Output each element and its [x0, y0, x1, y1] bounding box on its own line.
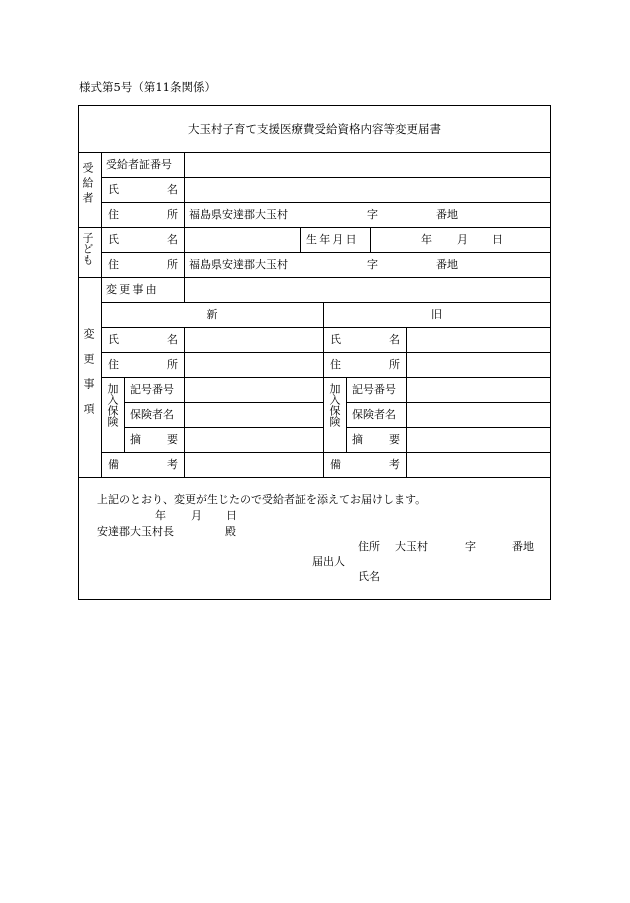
new-summary-field[interactable]	[185, 428, 322, 451]
child-aza-label: 字	[367, 258, 378, 271]
child-banchi-label: 番地	[436, 258, 458, 271]
cert-number-label: 受給者証番号	[106, 158, 172, 171]
old-summary-label: 摘 要	[352, 433, 400, 446]
declaration-month-label: 月	[191, 509, 202, 522]
old-remarks-label: 備 考	[330, 458, 400, 471]
child-name-label: 氏 名	[108, 233, 178, 246]
recipient-name-field[interactable]	[185, 178, 549, 201]
divider	[101, 202, 550, 203]
new-name-field[interactable]	[185, 328, 322, 351]
new-summary-label: 摘 要	[130, 433, 178, 446]
divider	[346, 377, 347, 452]
old-name-field[interactable]	[407, 328, 549, 351]
form-number: 様式第5号（第11条関係）	[79, 80, 216, 94]
change-reason-field[interactable]	[185, 278, 549, 301]
recipient-address-label: 住 所	[108, 208, 178, 221]
child-group-label: 子ども	[81, 232, 94, 265]
child-birth-month-label: 月	[457, 233, 468, 246]
divider	[79, 227, 550, 228]
child-birth-year-label: 年	[421, 233, 432, 246]
recipient-address-prefix: 福島県安達郡大玉村	[189, 208, 288, 221]
recipient-group-label: 受給者	[81, 162, 94, 207]
child-birthdate-label: 生年月日	[306, 233, 359, 246]
old-address-field[interactable]	[407, 353, 549, 376]
notifier-label: 届出人	[312, 555, 345, 568]
old-name-label: 氏 名	[330, 333, 400, 346]
form-title: 大玉村子育て支援医療費受給資格内容等変更届書	[188, 122, 441, 136]
old-symbol-number-label: 記号番号	[352, 383, 396, 396]
new-insurance-label: 加入保険	[106, 383, 119, 427]
notifier-name-label: 氏名	[358, 570, 380, 583]
divider	[370, 227, 371, 252]
recipient-aza-label: 字	[367, 208, 378, 221]
new-insurer-label: 保険者名	[130, 408, 174, 421]
new-address-label: 住 所	[108, 358, 178, 371]
old-address-label: 住 所	[330, 358, 400, 371]
declaration-year-label: 年	[155, 509, 166, 522]
new-symbol-number-label: 記号番号	[130, 383, 174, 396]
cert-number-field[interactable]	[185, 153, 549, 176]
child-name-field[interactable]	[185, 228, 299, 251]
recipient-banchi-label: 番地	[436, 208, 458, 221]
child-address-label: 住 所	[108, 258, 178, 271]
notifier-village: 大玉村	[395, 540, 428, 553]
change-group-label: 変更事項	[82, 328, 95, 428]
divider	[101, 302, 550, 303]
divider	[101, 252, 550, 253]
new-column-header: 新	[206, 308, 218, 321]
recipient-name-label: 氏 名	[108, 183, 178, 196]
declaration-day-label: 日	[226, 509, 237, 522]
new-insurer-field[interactable]	[185, 403, 322, 426]
child-address-prefix: 福島県安達郡大玉村	[189, 258, 288, 271]
old-insurer-field[interactable]	[407, 403, 549, 426]
notifier-banchi-label: 番地	[512, 540, 534, 553]
new-name-label: 氏 名	[108, 333, 178, 346]
new-symbol-number-field[interactable]	[185, 378, 322, 401]
new-remarks-field[interactable]	[185, 453, 322, 476]
addressee: 安達郡大玉村長	[97, 525, 174, 538]
old-insurer-label: 保険者名	[352, 408, 396, 421]
old-symbol-number-field[interactable]	[407, 378, 549, 401]
divider	[323, 302, 324, 477]
new-remarks-label: 備 考	[108, 458, 178, 471]
divider	[79, 477, 550, 478]
notifier-address-label: 住所	[358, 540, 380, 553]
divider	[124, 377, 125, 452]
new-address-field[interactable]	[185, 353, 322, 376]
old-column-header: 旧	[431, 308, 442, 321]
old-summary-field[interactable]	[407, 428, 549, 451]
old-insurance-label: 加入保険	[328, 383, 341, 427]
old-remarks-field[interactable]	[407, 453, 549, 476]
change-reason-label: 変更事由	[106, 283, 159, 296]
child-birth-day-label: 日	[492, 233, 503, 246]
honorific: 殿	[225, 525, 236, 538]
divider	[300, 227, 301, 252]
notifier-aza-label: 字	[465, 540, 476, 553]
declaration-statement: 上記のとおり、変更が生じたので受給者証を添えてお届けします。	[97, 493, 427, 506]
